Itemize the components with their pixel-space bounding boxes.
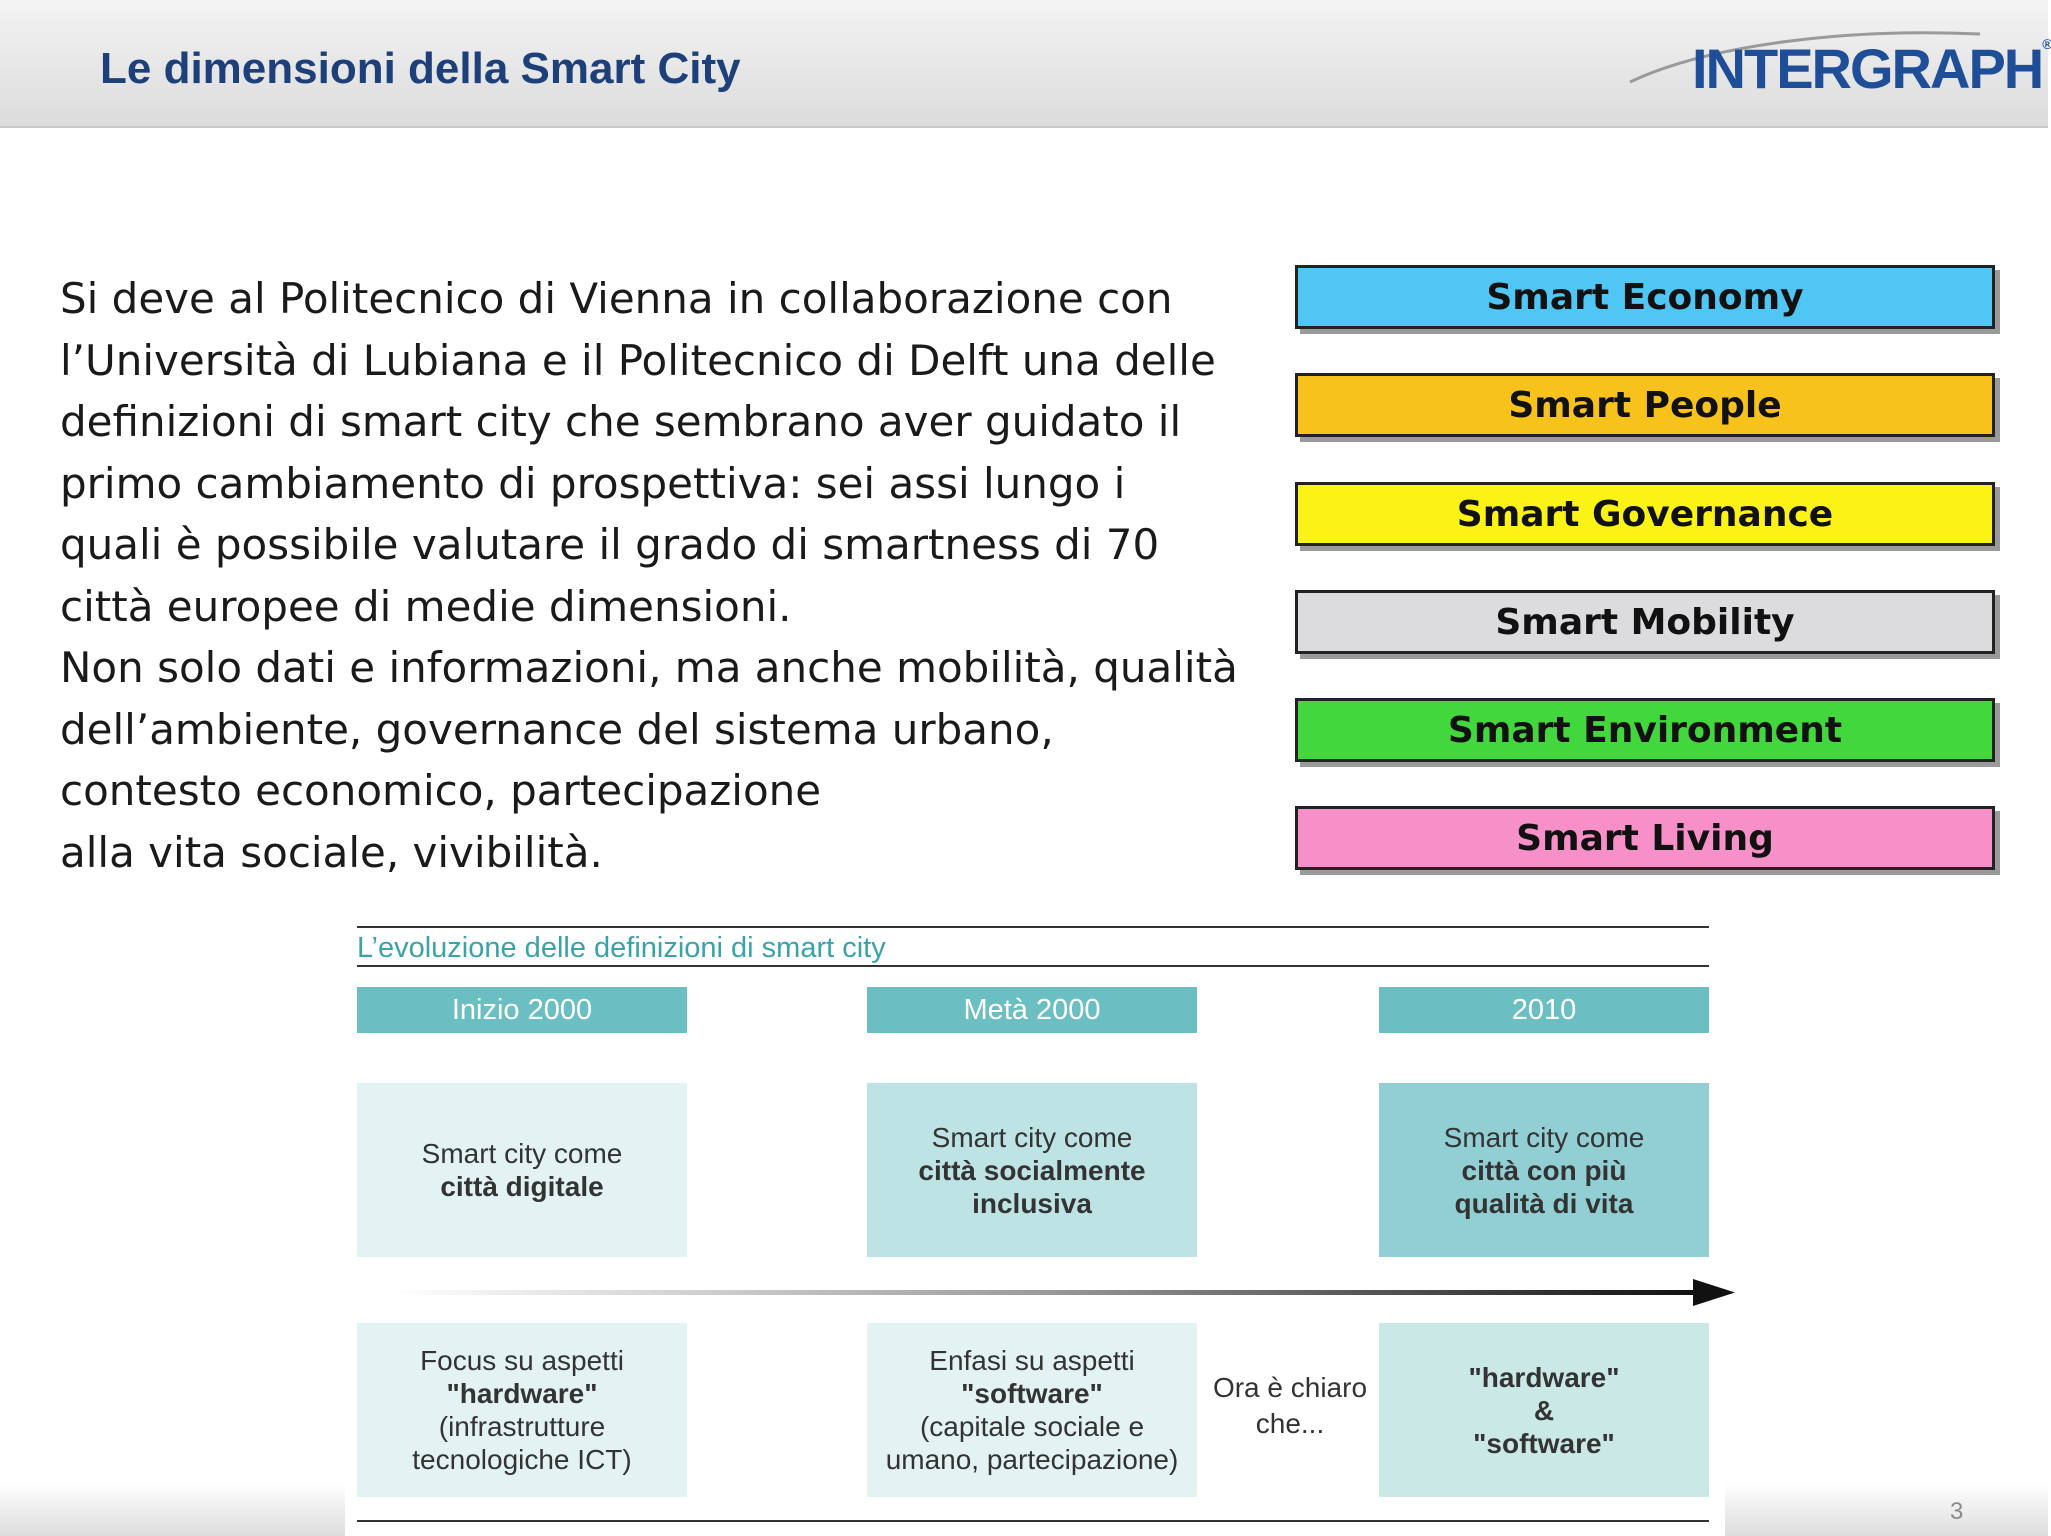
middle-note — [1205, 1370, 1375, 1442]
page-number: 3 — [1950, 1498, 1964, 1525]
focus-2-line-2: "software" — [961, 1378, 1103, 1409]
definition-3-line-1: Smart city come — [1443, 1121, 1645, 1153]
definition-box-2 — [867, 1083, 1197, 1257]
slide-header — [0, 0, 2051, 128]
body-text — [60, 268, 1240, 883]
paragraph-3: alla vita sociale, vivibilità. — [60, 827, 603, 877]
phase-header-2: Metà 2000 — [867, 987, 1197, 1033]
dimension-smart-economy: Smart Economy — [1295, 265, 1995, 329]
intergraph-logo — [1620, 26, 2051, 106]
evolution-diagram — [345, 920, 1725, 1536]
focus-box-2 — [867, 1323, 1197, 1497]
focus-1-line-3: (infrastrutture — [438, 1411, 606, 1442]
focus-2-line-4: umano, partecipazione) — [885, 1444, 1179, 1475]
focus-1-line-1: Focus su aspetti — [420, 1345, 624, 1376]
middle-note-line-2: che... — [1255, 1408, 1325, 1439]
dimension-smart-living: Smart Living — [1295, 806, 1995, 870]
focus-2-line-3: (capitale sociale e — [919, 1411, 1145, 1442]
focus-3-line-2: & — [1533, 1394, 1555, 1426]
divider-bottom — [357, 1520, 1709, 1522]
definition-1-line-2: città digitale — [440, 1171, 604, 1202]
focus-3-line-1: "hardware" — [1468, 1361, 1620, 1393]
definition-2-line-3: inclusiva — [972, 1187, 1092, 1219]
focus-3-line-3: "software" — [1473, 1427, 1615, 1459]
definition-box-1 — [357, 1083, 687, 1257]
divider-under-title — [357, 965, 1709, 967]
focus-1-line-2: "hardware" — [446, 1378, 598, 1409]
focus-box-1 — [357, 1323, 687, 1497]
evolution-title: L’evoluzione delle definizioni di smart city — [357, 932, 886, 964]
logo-wordmark: INTERGRAPH® — [1692, 36, 2051, 100]
definition-2-line-1: Smart city come — [931, 1121, 1133, 1153]
definition-box-3 — [1379, 1083, 1709, 1257]
focus-1-line-4: tecnologiche ICT) — [412, 1444, 632, 1475]
paragraph-2: Non solo dati e informazioni, ma anche mobilità, qualità dell’ambiente, governance del sistema urbano, contesto economico, partecipazione — [60, 643, 1238, 815]
middle-note-line-1: Ora è chiaro — [1212, 1372, 1368, 1403]
timeline-arrow-icon — [395, 1273, 1735, 1313]
dimension-smart-governance: Smart Governance — [1295, 482, 1995, 546]
definition-1-line-1: Smart city come — [421, 1138, 623, 1169]
divider-top — [357, 926, 1709, 928]
definition-2-line-2: città socialmente — [918, 1154, 1146, 1186]
slide-title: Le dimensioni della Smart City — [100, 44, 741, 93]
definition-3-line-2: città con più — [1461, 1154, 1627, 1186]
dimension-smart-mobility: Smart Mobility — [1295, 590, 1995, 654]
dimension-smart-people: Smart People — [1295, 373, 1995, 437]
dimension-smart-environment: Smart Environment — [1295, 698, 1995, 762]
focus-2-line-1: Enfasi su aspetti — [929, 1345, 1135, 1376]
paragraph-1: Si deve al Politecnico di Vienna in collaborazione con l’Università di Lubiana e il Politecnico di Delft una delle definizioni di smart city che sembrano aver guidato il primo cambiamento di prospettiva: sei assi lungo i quali è possibile valutare il grado di smartness di 70 città europee di medie dimensioni. — [60, 274, 1216, 631]
focus-box-3 — [1379, 1323, 1709, 1497]
phase-header-1: Inizio 2000 — [357, 987, 687, 1033]
phase-header-3: 2010 — [1379, 987, 1709, 1033]
definition-3-line-3: qualità di vita — [1454, 1187, 1634, 1219]
